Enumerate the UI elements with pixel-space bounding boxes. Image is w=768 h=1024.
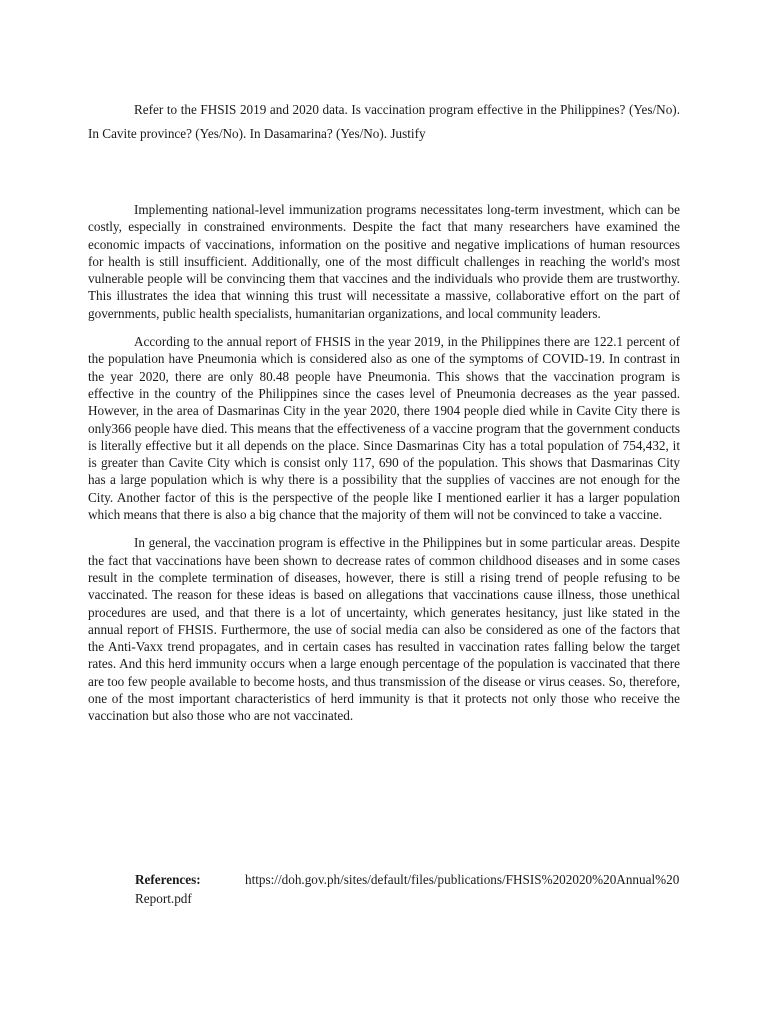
paragraph-intro: Implementing national-level immunization programs necessitates long-term investment, which can be costly, especially in constrained environments. Despite the fact that many researchers have examined the economic impacts of vaccinations, information on the positive and negative implications of human resources for health is still insufficient. Additionally, one of the most difficult challenges in reaching the world's most vulnerable people will be convincing them that vaccines and the individuals who provide them are trustworthy. This illustrates the idea that winning this trust will necessitate a massive, collaborative effort on the part of governments, public health specialists, humanitarian organizations, and local community leaders. xyxy=(88,202,680,321)
paragraph-fhsis-analysis: According to the annual report of FHSIS in the year 2019, in the Philippines there are 122.1 percent of the population have Pneumonia which is considered also as one of the symptoms of COVID-19. In contrast in the year 2020, there are only 80.48 people have Pneumonia. This shows that the vaccination program is effective in the country of the Philippines since the cases level of Pneumonia decreases as the year passed. However, in the area of Dasmarinas City in the year 2020, there 1904 people died while in Cavite City there is only366 people have died. This means that the effectiveness of a vaccine program that the government conducts is literally effective but it all depends on the place. Since Dasmarinas City has a total population of 754,432, it is greater than Cavite City which is consist only 117, 690 of the population. This shows that Dasmarinas City has a large population which is why there is a possibility that the supplies of vaccines are not enough for the City. Another factor of this is the perspective of the people like I mentioned earlier it has a larger population which means that there is also a big chance that the majority of them will not be convinced to take a vaccine. xyxy=(88,334,680,523)
references-label: References: xyxy=(135,872,201,887)
paragraph-conclusion: In general, the vaccination program is effective in the Philippines but in some particular areas. Despite the fact that vaccinations have been shown to decrease rates of common childhood diseases and in some cases result in the complete termination of diseases, however, there is still a rising trend of people refusing to be vaccinated. The reason for these ideas is based on allegations that vaccinations cause illness, those unethical procedures are used, and that there is a lot of uncertainty, which generates hesitancy, just like stated in the annual report of FHSIS. Furthermore, the use of social media can also be considered as one of the factors that the Anti-Vaxx trend propagates, and in certain cases has resulted in vaccination rates falling below the target rates. And this herd immunity occurs when a large enough percentage of the population is vaccinated that there are too few people available to become hosts, and thus transmission of the disease or virus ceases. So, therefore, one of the most important characteristics of herd immunity is that it protects not only those who receive the vaccination but also those who are not vaccinated. xyxy=(88,535,680,724)
references-section xyxy=(135,870,680,908)
question-prompt: Refer to the FHSIS 2019 and 2020 data. Is vaccination program effective in the Philippines? (Yes/No). In Cavite province? (Yes/No). In Dasamarina? (Yes/No). Justify xyxy=(88,102,680,141)
essay-body xyxy=(88,201,680,736)
reference-link[interactable]: https://doh.gov.ph/sites/default/files/publications/FHSIS%202020%20Annual%20Report.pdf xyxy=(135,872,680,906)
